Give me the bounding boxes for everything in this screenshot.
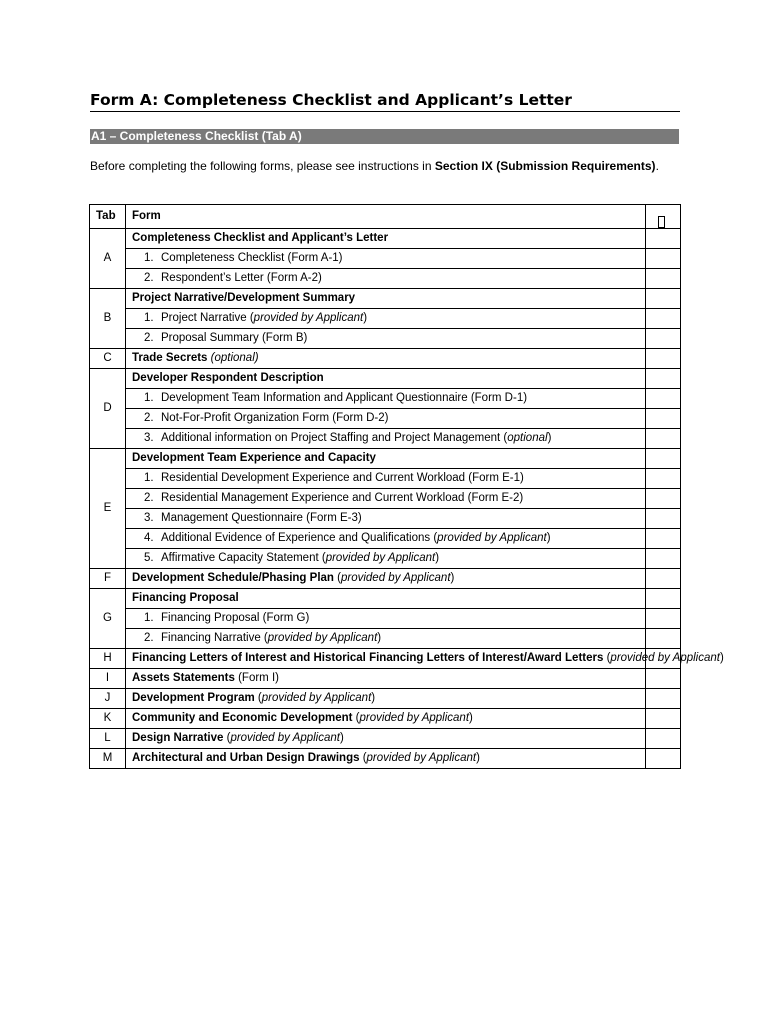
item-note-end: ) <box>547 432 552 444</box>
table-row <box>90 609 681 629</box>
checkbox-cell[interactable] <box>646 249 681 269</box>
intro-reference: Section IX (Submission Requirements) <box>434 159 656 173</box>
form-item <box>126 329 646 349</box>
form-item <box>126 529 646 549</box>
item-number: 2. <box>144 272 154 284</box>
tab-letter: J <box>90 689 126 709</box>
entry-title: Community and Economic Development <box>132 712 353 724</box>
checkbox-cell[interactable] <box>646 609 681 629</box>
table-row <box>90 229 681 249</box>
section-heading: A1 – Completeness Checklist (Tab A) <box>90 129 679 144</box>
tab-letter: M <box>90 749 126 769</box>
entry-note-end: ) <box>339 732 344 744</box>
checkbox-cell[interactable] <box>646 749 681 769</box>
entry-note: provided by Applicant <box>366 752 477 764</box>
entry-note: (optional) <box>207 352 259 364</box>
tab-letter: L <box>90 729 126 749</box>
checkbox-cell[interactable] <box>646 469 681 489</box>
item-text: Not-For-Profit Organization Form (Form D-2) <box>161 412 389 424</box>
checkbox-cell[interactable] <box>646 289 681 309</box>
page-title: Form A: Completeness Checklist and Applicant’s Letter <box>90 91 680 112</box>
item-number: 1. <box>144 472 154 484</box>
form-item <box>126 249 646 269</box>
tab-letter: A <box>90 229 126 289</box>
entry-title: Design Narrative <box>132 732 224 744</box>
form-item <box>126 629 646 649</box>
checkbox-cell[interactable] <box>646 689 681 709</box>
entry-note-end: ) <box>476 752 480 764</box>
checkbox-cell[interactable] <box>646 369 681 389</box>
item-note-end: ) <box>546 532 551 544</box>
table-row <box>90 749 681 769</box>
item-number: 1. <box>144 252 154 264</box>
item-number: 3. <box>144 512 154 524</box>
form-entry <box>126 669 646 689</box>
item-text: Respondent’s Letter (Form A-2) <box>161 272 322 284</box>
item-number: 3. <box>144 432 154 444</box>
tab-letter: K <box>90 709 126 729</box>
intro-end: . <box>655 159 659 173</box>
checkbox-cell[interactable] <box>646 389 681 409</box>
table-row <box>90 689 681 709</box>
table-row <box>90 309 681 329</box>
item-text: Affirmative Capacity Statement ( <box>161 552 326 564</box>
entry-title: Architectural and Urban Design Drawings <box>132 752 360 764</box>
item-number: 1. <box>144 612 154 624</box>
item-number: 5. <box>144 552 154 564</box>
entry-text: ( <box>603 652 611 664</box>
form-entry <box>126 649 724 669</box>
form-item <box>126 309 646 329</box>
item-number: 4. <box>144 532 154 544</box>
heading-text: Developer Respondent Description <box>132 372 324 384</box>
tab-letter: E <box>90 449 126 569</box>
tab-letter: I <box>90 669 126 689</box>
form-item <box>126 389 646 409</box>
entry-note: provided by Applicant <box>230 732 340 744</box>
form-entry <box>126 729 646 749</box>
form-group-heading <box>126 229 646 249</box>
entry-text: ( <box>352 712 360 724</box>
tab-letter: H <box>90 649 126 669</box>
tab-column-header: Tab <box>90 205 126 229</box>
entry-text: ( <box>223 732 231 744</box>
table-row <box>90 489 681 509</box>
item-text: Financing Narrative ( <box>161 632 268 644</box>
form-group-heading <box>126 589 646 609</box>
entry-note-end: ) <box>450 572 455 584</box>
form-group-heading <box>126 369 646 389</box>
checkbox-cell[interactable] <box>646 529 681 549</box>
item-text: Residential Management Experience and Current Workload (Form E-2) <box>161 492 524 504</box>
item-note-end: ) <box>435 552 440 564</box>
table-row <box>90 729 681 749</box>
item-text: Additional Evidence of Experience and Qualifications ( <box>161 532 438 544</box>
entry-title: Development Program <box>132 692 255 704</box>
item-text: Completeness Checklist (Form A-1) <box>161 252 343 264</box>
table-row <box>90 409 681 429</box>
table-row <box>90 429 681 449</box>
checklist-table <box>89 204 724 769</box>
table-row <box>90 269 681 289</box>
checkbox-cell[interactable] <box>646 429 681 449</box>
checkbox-cell[interactable] <box>646 409 681 429</box>
item-number: 2. <box>144 332 154 344</box>
tab-letter: B <box>90 289 126 349</box>
table-row <box>90 469 681 489</box>
item-number: 1. <box>144 392 154 404</box>
table-row <box>90 349 681 369</box>
table-row <box>90 509 681 529</box>
form-item <box>126 489 646 509</box>
form-item <box>126 509 646 529</box>
entry-text: (Form I) <box>234 672 279 684</box>
item-text: Project Narrative ( <box>161 312 254 324</box>
entry-note: provided by Applicant <box>610 652 720 664</box>
form-entry <box>126 349 646 369</box>
entry-title: Trade Secrets <box>132 352 208 364</box>
checkbox-cell[interactable] <box>646 509 681 529</box>
table-row <box>90 529 681 549</box>
tab-letter: G <box>90 589 126 649</box>
entry-note-end: ) <box>719 652 724 664</box>
checkbox-cell[interactable] <box>646 569 681 589</box>
table-header-row <box>90 205 681 229</box>
entry-note-end: ) <box>469 712 473 724</box>
heading-text: Completeness Checklist and Applicant’s Letter <box>132 232 389 244</box>
table-row <box>90 249 681 269</box>
item-note: provided by Applicant <box>267 632 378 644</box>
item-number: 2. <box>144 412 154 424</box>
table-row <box>90 709 681 729</box>
item-note: provided by Applicant <box>437 532 547 544</box>
table-row <box>90 669 681 689</box>
entry-text: ( <box>333 572 341 584</box>
checkbox-cell[interactable] <box>646 589 681 609</box>
form-group-heading <box>126 289 646 309</box>
table-row <box>90 629 681 649</box>
item-note: optional <box>507 432 548 444</box>
item-text: Proposal Summary (Form B) <box>161 332 308 344</box>
form-entry <box>126 709 646 729</box>
entry-text: ( <box>254 692 262 704</box>
item-text: Additional information on Project Staffing and Project Management ( <box>161 432 508 444</box>
checkbox-cell[interactable] <box>646 309 681 329</box>
item-text: Residential Development Experience and Current Workload (Form E-1) <box>161 472 524 484</box>
item-note: provided by Applicant <box>325 552 436 564</box>
form-item <box>126 549 646 569</box>
intro-paragraph <box>90 158 680 174</box>
item-text: Financing Proposal (Form G) <box>161 612 310 624</box>
checkbox-cell[interactable] <box>646 669 681 689</box>
entry-title: Assets Statements <box>132 672 235 684</box>
table-row <box>90 329 681 349</box>
checkbox-icon <box>658 216 665 228</box>
item-text: Management Questionnaire (Form E-3) <box>161 512 362 524</box>
tab-letter: C <box>90 349 126 369</box>
form-item <box>126 609 646 629</box>
form-entry <box>126 749 646 769</box>
table-row <box>90 569 681 589</box>
item-number: 2. <box>144 632 154 644</box>
table-row <box>90 289 681 309</box>
item-note-end: ) <box>377 632 382 644</box>
form-item <box>126 469 646 489</box>
checkbox-cell[interactable] <box>646 229 681 249</box>
heading-text: Project Narrative/Development Summary <box>132 292 356 304</box>
table-row <box>90 549 681 569</box>
item-note-end: ) <box>363 312 368 324</box>
heading-text: Financing Proposal <box>132 592 239 604</box>
item-number: 2. <box>144 492 154 504</box>
entry-note-end: ) <box>371 692 376 704</box>
tab-letter: F <box>90 569 126 589</box>
form-column-header: Form <box>126 205 646 229</box>
checkbox-cell[interactable] <box>646 349 681 369</box>
tab-letter: D <box>90 369 126 449</box>
checkbox-cell[interactable] <box>646 729 681 749</box>
checkbox-cell[interactable] <box>646 709 681 729</box>
table-row <box>90 589 681 609</box>
table-row <box>90 649 681 669</box>
checkbox-cell[interactable] <box>646 329 681 349</box>
item-number: 1. <box>144 312 154 324</box>
checkbox-cell[interactable] <box>646 269 681 289</box>
form-entry <box>126 569 646 589</box>
entry-note: provided by Applicant <box>359 712 470 724</box>
item-note: provided by Applicant <box>253 312 364 324</box>
checkbox-cell[interactable] <box>646 629 681 649</box>
table-row <box>90 369 681 389</box>
form-entry <box>126 689 646 709</box>
checkbox-cell[interactable] <box>646 489 681 509</box>
checkbox-cell[interactable] <box>646 549 681 569</box>
heading-text: Development Team Experience and Capacity <box>132 452 376 464</box>
table-row <box>90 449 681 469</box>
entry-note: provided by Applicant <box>261 692 372 704</box>
entry-title: Financing Letters of Interest and Historical Financing Letters of Interest/Award Letters <box>132 652 604 664</box>
entry-text: ( <box>359 752 367 764</box>
form-item <box>126 429 646 449</box>
table-row <box>90 389 681 409</box>
entry-note: provided by Applicant <box>340 572 451 584</box>
form-item <box>126 409 646 429</box>
entry-title: Development Schedule/Phasing Plan <box>132 572 334 584</box>
item-text: Development Team Information and Applicant Questionnaire (Form D-1) <box>161 392 528 404</box>
intro-text: Before completing the following forms, please see instructions in <box>90 159 435 173</box>
form-group-heading <box>126 449 646 469</box>
form-item <box>126 269 646 289</box>
checkbox-cell[interactable] <box>646 449 681 469</box>
check-column-header <box>646 205 681 229</box>
